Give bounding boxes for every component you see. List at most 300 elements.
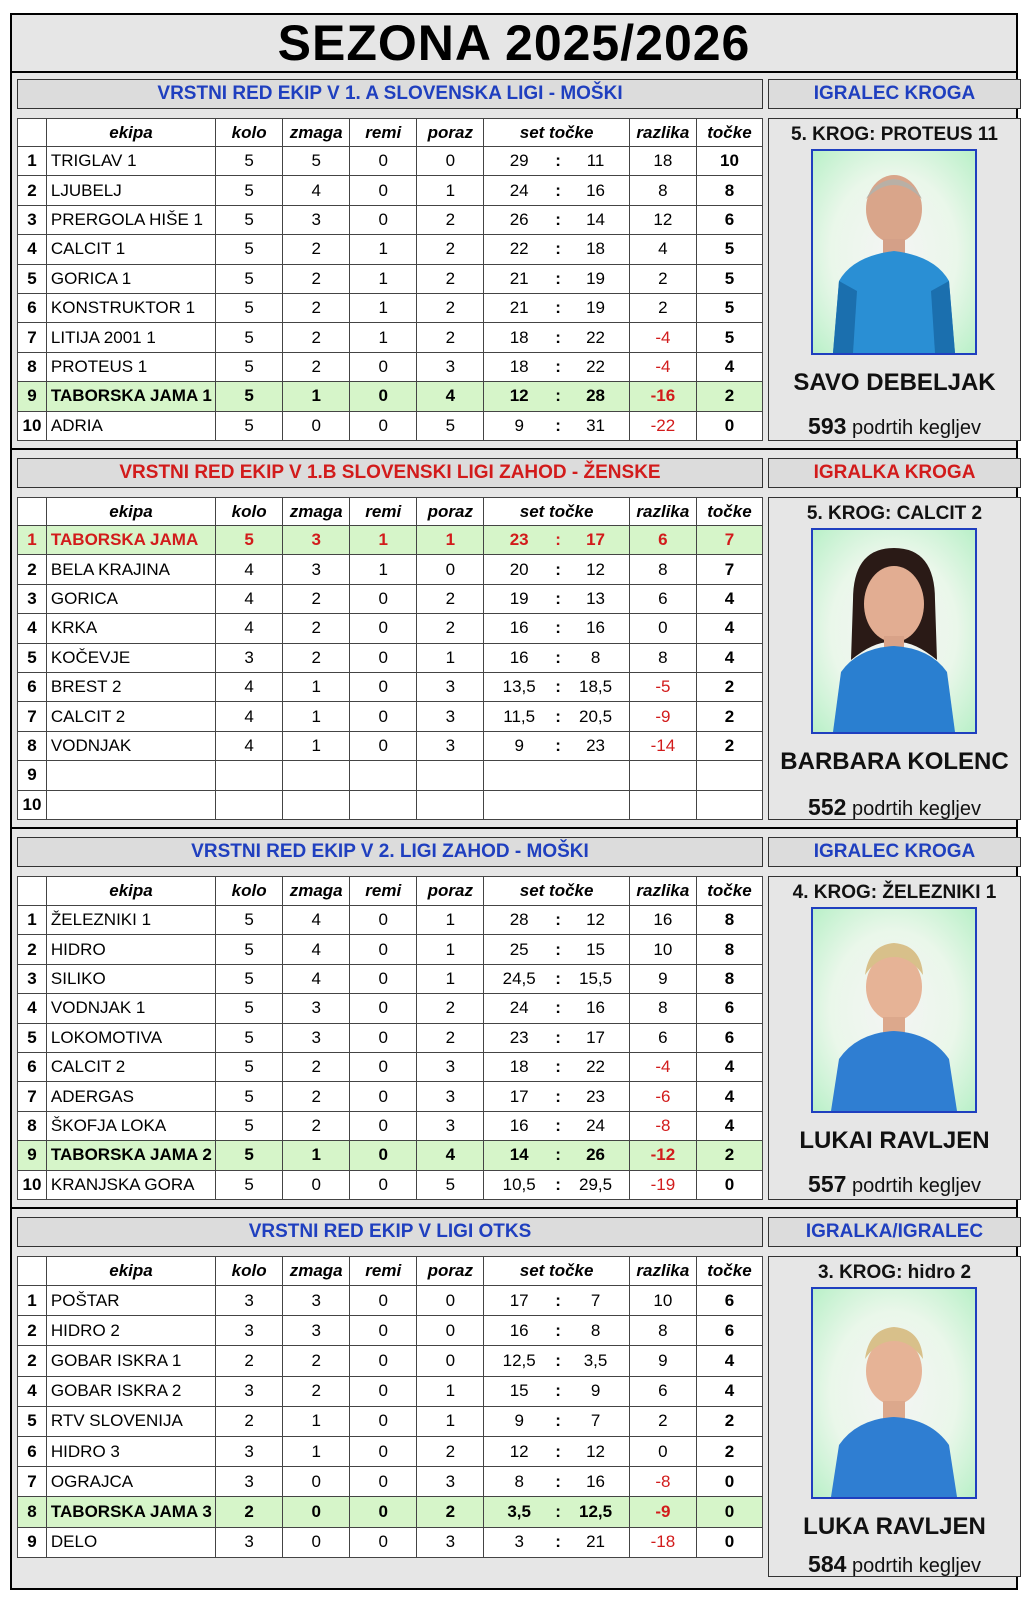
row-zmaga [283, 790, 350, 819]
row-set-separator: : [554, 1376, 562, 1406]
col-team-header: ekipa [46, 1257, 215, 1286]
row-set-against: 11 [562, 147, 629, 176]
row-zmaga: 3 [283, 994, 350, 1023]
row-set-for: 10,5 [484, 1170, 554, 1199]
row-points: 8 [696, 176, 762, 205]
table-row [18, 1141, 763, 1170]
col-kolo-header: kolo [216, 1257, 283, 1286]
row-set-against: 23 [562, 731, 629, 760]
row-poraz: 2 [417, 293, 484, 322]
row-poraz: 0 [417, 1316, 484, 1346]
row-remi: 0 [350, 1406, 417, 1436]
row-poraz: 2 [417, 1497, 484, 1527]
player-pins-label: podrtih kegljev [851, 417, 981, 439]
row-remi: 0 [350, 1346, 417, 1376]
row-team: OGRAJCA [46, 1467, 215, 1497]
row-set-separator: : [554, 205, 562, 234]
row-zmaga: 3 [283, 1286, 350, 1316]
row-set-separator: : [554, 1467, 562, 1497]
row-position: 4 [18, 1376, 47, 1406]
row-set-for: 20 [484, 555, 554, 584]
row-team: CALCIT 1 [46, 235, 215, 264]
row-remi: 0 [350, 584, 417, 613]
row-set-against: 22 [562, 1052, 629, 1081]
table-row [18, 147, 763, 176]
season-sheet [10, 13, 1018, 1590]
row-set-for: 19 [484, 584, 554, 613]
row-kolo: 5 [216, 382, 283, 411]
row-set-separator: : [554, 1436, 562, 1466]
row-team: HIDRO [46, 935, 215, 964]
col-razlika-header: razlika [629, 119, 696, 147]
row-zmaga: 1 [283, 1141, 350, 1170]
row-set-for: 26 [484, 205, 554, 234]
row-position: 8 [18, 352, 47, 381]
row-team: LOKOMOTIVA [46, 1023, 215, 1052]
row-set-against: 12 [562, 555, 629, 584]
row-zmaga: 3 [283, 1023, 350, 1052]
col-kolo-header: kolo [216, 877, 283, 906]
row-diff: -5 [629, 672, 696, 701]
row-poraz: 2 [417, 1023, 484, 1052]
row-set-separator: : [554, 293, 562, 322]
row-zmaga: 2 [283, 1082, 350, 1111]
row-zmaga: 2 [283, 1111, 350, 1140]
row-points: 6 [696, 1316, 762, 1346]
table-row [18, 1467, 763, 1497]
row-set-for [484, 790, 554, 819]
row-position: 2 [18, 176, 47, 205]
row-points: 6 [696, 205, 762, 234]
row-set-separator: : [554, 1406, 562, 1436]
row-poraz: 5 [417, 1170, 484, 1199]
col-kolo-header: kolo [216, 498, 283, 526]
row-poraz: 1 [417, 906, 484, 935]
row-remi: 0 [350, 1052, 417, 1081]
page-title: SEZONA 2025/2026 [12, 15, 1016, 73]
row-poraz: 2 [417, 1436, 484, 1466]
table-row [18, 1052, 763, 1081]
col-tocke-header: točke [696, 1257, 762, 1286]
row-set-against: 12,5 [562, 1497, 629, 1527]
row-remi: 1 [350, 293, 417, 322]
row-kolo: 5 [216, 352, 283, 381]
row-poraz: 0 [417, 1346, 484, 1376]
row-set-for: 9 [484, 731, 554, 760]
row-kolo: 5 [216, 205, 283, 234]
row-zmaga: 5 [283, 147, 350, 176]
player-header: IGRALKA KROGA [768, 458, 1021, 488]
table-row [18, 323, 763, 352]
table-row [18, 264, 763, 293]
table-row [18, 614, 763, 643]
table-row [18, 1111, 763, 1140]
col-team-header: ekipa [46, 498, 215, 526]
table-row [18, 643, 763, 672]
row-team [46, 761, 215, 790]
row-position: 8 [18, 731, 47, 760]
row-position: 9 [18, 1527, 47, 1557]
row-set-for: 13,5 [484, 672, 554, 701]
row-diff: -4 [629, 352, 696, 381]
row-set-against: 26 [562, 1141, 629, 1170]
col-poraz-header: poraz [417, 119, 484, 147]
table-row [18, 964, 763, 993]
row-remi: 0 [350, 906, 417, 935]
standings-table [17, 1256, 763, 1558]
row-set-separator: : [554, 964, 562, 993]
row-set-separator: : [554, 382, 562, 411]
player-pins: 557 [808, 1171, 847, 1197]
col-razlika-header: razlika [629, 1257, 696, 1286]
row-remi: 0 [350, 1111, 417, 1140]
row-poraz: 1 [417, 526, 484, 555]
row-set-for: 28 [484, 906, 554, 935]
player-pins-label: podrtih kegljev [851, 1175, 981, 1197]
col-remi-header: remi [350, 1257, 417, 1286]
row-poraz: 2 [417, 205, 484, 234]
player-of-round-card [768, 118, 1021, 441]
row-position: 4 [18, 994, 47, 1023]
row-team: GORICA 1 [46, 264, 215, 293]
row-zmaga: 1 [283, 1436, 350, 1466]
row-poraz: 0 [417, 1286, 484, 1316]
row-remi: 0 [350, 731, 417, 760]
row-set-against: 16 [562, 176, 629, 205]
row-diff: -4 [629, 323, 696, 352]
row-zmaga [283, 761, 350, 790]
row-set-for: 16 [484, 1111, 554, 1140]
row-position: 3 [18, 205, 47, 234]
table-row [18, 1023, 763, 1052]
row-position: 7 [18, 323, 47, 352]
row-remi: 0 [350, 643, 417, 672]
row-remi: 0 [350, 147, 417, 176]
row-kolo: 5 [216, 964, 283, 993]
row-points: 4 [696, 1082, 762, 1111]
table-row [18, 382, 763, 411]
table-row [18, 994, 763, 1023]
standings-table [17, 876, 763, 1200]
row-set-for: 25 [484, 935, 554, 964]
player-round-label: 4. KROG: ŽELEZNIKI 1 [792, 882, 997, 903]
table-row [18, 935, 763, 964]
row-points: 6 [696, 1286, 762, 1316]
row-points: 4 [696, 1376, 762, 1406]
row-poraz: 3 [417, 352, 484, 381]
col-zmaga-header: zmaga [283, 877, 350, 906]
row-poraz: 4 [417, 382, 484, 411]
row-diff: 0 [629, 1436, 696, 1466]
row-team: CALCIT 2 [46, 702, 215, 731]
row-points: 2 [696, 702, 762, 731]
row-poraz: 1 [417, 1406, 484, 1436]
league-section-2-men [12, 831, 1016, 1209]
row-set-against: 21 [562, 1527, 629, 1557]
player-pins-label: podrtih kegljev [851, 798, 981, 820]
row-position: 6 [18, 1436, 47, 1466]
row-set-against: 13 [562, 584, 629, 613]
row-diff: 16 [629, 906, 696, 935]
row-set-against: 17 [562, 526, 629, 555]
row-kolo: 5 [216, 176, 283, 205]
row-position: 2 [18, 555, 47, 584]
row-team: LITIJA 2001 1 [46, 323, 215, 352]
row-set-separator: : [554, 1023, 562, 1052]
row-points: 0 [696, 1467, 762, 1497]
row-set-for: 9 [484, 411, 554, 440]
row-set-separator [554, 790, 562, 819]
row-team: GOBAR ISKRA 2 [46, 1376, 215, 1406]
col-remi-header: remi [350, 877, 417, 906]
row-kolo: 3 [216, 1376, 283, 1406]
col-razlika-header: razlika [629, 877, 696, 906]
row-remi: 0 [350, 411, 417, 440]
row-position: 3 [18, 584, 47, 613]
row-points: 5 [696, 293, 762, 322]
row-zmaga: 2 [283, 614, 350, 643]
row-team: POŠTAR [46, 1286, 215, 1316]
row-remi: 1 [350, 235, 417, 264]
row-team: TRIGLAV 1 [46, 147, 215, 176]
row-set-for: 12,5 [484, 1346, 554, 1376]
row-set-for: 3,5 [484, 1497, 554, 1527]
row-poraz: 1 [417, 964, 484, 993]
row-set-separator: : [554, 906, 562, 935]
row-team: ŠKOFJA LOKA [46, 1111, 215, 1140]
row-set-separator: : [554, 176, 562, 205]
row-remi: 0 [350, 1141, 417, 1170]
row-zmaga: 1 [283, 702, 350, 731]
row-points: 5 [696, 235, 762, 264]
row-kolo: 5 [216, 994, 283, 1023]
row-set-for: 16 [484, 1316, 554, 1346]
section-header: VRSTNI RED EKIP V LIGI OTKS [17, 1217, 763, 1247]
row-diff: 2 [629, 264, 696, 293]
table-row [18, 176, 763, 205]
row-kolo: 3 [216, 643, 283, 672]
col-poraz-header: poraz [417, 1257, 484, 1286]
row-position: 4 [18, 235, 47, 264]
col-pos-header [18, 498, 47, 526]
row-set-against: 29,5 [562, 1170, 629, 1199]
row-position: 7 [18, 1082, 47, 1111]
row-zmaga: 2 [283, 352, 350, 381]
table-row [18, 205, 763, 234]
row-points: 2 [696, 382, 762, 411]
row-diff: -12 [629, 1141, 696, 1170]
table-row [18, 906, 763, 935]
player-pins-label: podrtih kegljev [851, 1555, 981, 1577]
player-header: IGRALEC KROGA [768, 79, 1021, 109]
table-row [18, 1376, 763, 1406]
row-team: LJUBELJ [46, 176, 215, 205]
row-points: 8 [696, 906, 762, 935]
row-set-against: 8 [562, 643, 629, 672]
row-remi [350, 761, 417, 790]
row-zmaga: 3 [283, 1316, 350, 1346]
row-zmaga: 3 [283, 205, 350, 234]
row-points: 4 [696, 643, 762, 672]
row-diff [629, 790, 696, 819]
row-kolo [216, 790, 283, 819]
row-set-separator: : [554, 1497, 562, 1527]
col-zmaga-header: zmaga [283, 119, 350, 147]
row-set-against: 20,5 [562, 702, 629, 731]
row-points: 7 [696, 526, 762, 555]
row-points: 4 [696, 1052, 762, 1081]
row-poraz: 0 [417, 147, 484, 176]
row-kolo: 3 [216, 1467, 283, 1497]
table-row [18, 731, 763, 760]
row-team: BREST 2 [46, 672, 215, 701]
row-team: PROTEUS 1 [46, 352, 215, 381]
row-team: KRANJSKA GORA [46, 1170, 215, 1199]
row-set-for: 29 [484, 147, 554, 176]
row-kolo: 5 [216, 935, 283, 964]
row-zmaga: 0 [283, 1170, 350, 1199]
table-row [18, 1170, 763, 1199]
row-team: ADERGAS [46, 1082, 215, 1111]
table-row [18, 1497, 763, 1527]
row-diff: 6 [629, 584, 696, 613]
row-set-for: 3 [484, 1527, 554, 1557]
table-row [18, 235, 763, 264]
row-zmaga: 1 [283, 382, 350, 411]
row-position: 2 [18, 1316, 47, 1346]
row-team: TABORSKA JAMA 1 [46, 382, 215, 411]
table-row [18, 1286, 763, 1316]
row-team: GORICA [46, 584, 215, 613]
row-team: BELA KRAJINA [46, 555, 215, 584]
player-name: LUKA RAVLJEN [803, 1513, 986, 1540]
row-position: 9 [18, 1141, 47, 1170]
table-row [18, 1316, 763, 1346]
row-zmaga: 1 [283, 672, 350, 701]
row-kolo: 3 [216, 1286, 283, 1316]
row-zmaga: 4 [283, 964, 350, 993]
col-tocke-header: točke [696, 498, 762, 526]
row-poraz: 3 [417, 672, 484, 701]
row-set-against: 7 [562, 1286, 629, 1316]
row-set-against: 12 [562, 1436, 629, 1466]
row-set-for: 9 [484, 1406, 554, 1436]
row-diff: 10 [629, 1286, 696, 1316]
row-kolo: 4 [216, 584, 283, 613]
row-diff: 8 [629, 643, 696, 672]
row-position: 2 [18, 935, 47, 964]
row-remi: 0 [350, 964, 417, 993]
col-set-header: set točke [484, 498, 630, 526]
row-diff: 9 [629, 1346, 696, 1376]
col-razlika-header: razlika [629, 498, 696, 526]
col-tocke-header: točke [696, 119, 762, 147]
row-set-against: 16 [562, 994, 629, 1023]
table-row [18, 584, 763, 613]
table-row [18, 672, 763, 701]
row-position: 6 [18, 1052, 47, 1081]
row-poraz: 3 [417, 702, 484, 731]
row-set-for: 18 [484, 1052, 554, 1081]
row-points: 10 [696, 147, 762, 176]
row-remi: 0 [350, 1170, 417, 1199]
row-set-for: 16 [484, 643, 554, 672]
row-set-separator: : [554, 264, 562, 293]
row-remi: 0 [350, 1527, 417, 1557]
player-pins: 584 [808, 1551, 847, 1577]
row-set-separator: : [554, 235, 562, 264]
row-set-for: 17 [484, 1286, 554, 1316]
row-points [696, 790, 762, 819]
col-set-header: set točke [484, 1257, 630, 1286]
row-position: 6 [18, 293, 47, 322]
row-kolo: 2 [216, 1497, 283, 1527]
row-poraz: 1 [417, 935, 484, 964]
section-header: VRSTNI RED EKIP V 2. LIGI ZAHOD - MOŠKI [17, 837, 763, 867]
row-set-against: 3,5 [562, 1346, 629, 1376]
player-pins: 552 [808, 794, 847, 820]
row-points: 2 [696, 1406, 762, 1436]
row-diff: 6 [629, 526, 696, 555]
row-kolo: 4 [216, 731, 283, 760]
row-set-for: 23 [484, 526, 554, 555]
row-points: 7 [696, 555, 762, 584]
row-zmaga: 4 [283, 176, 350, 205]
row-kolo: 4 [216, 672, 283, 701]
col-poraz-header: poraz [417, 498, 484, 526]
row-position: 2 [18, 1346, 47, 1376]
row-points: 0 [696, 1170, 762, 1199]
row-set-separator: : [554, 1346, 562, 1376]
row-set-against: 16 [562, 1467, 629, 1497]
row-remi: 0 [350, 205, 417, 234]
row-zmaga: 0 [283, 1497, 350, 1527]
player-header: IGRALKA/IGRALEC [768, 1217, 1021, 1247]
row-zmaga: 1 [283, 731, 350, 760]
row-set-separator: : [554, 731, 562, 760]
row-position: 5 [18, 264, 47, 293]
row-poraz: 1 [417, 1376, 484, 1406]
row-kolo: 5 [216, 147, 283, 176]
row-set-against: 22 [562, 352, 629, 381]
row-position: 3 [18, 964, 47, 993]
row-zmaga: 2 [283, 643, 350, 672]
row-set-for: 22 [484, 235, 554, 264]
row-kolo: 5 [216, 1141, 283, 1170]
table-row [18, 790, 763, 819]
row-set-separator: : [554, 147, 562, 176]
row-points: 4 [696, 352, 762, 381]
row-points: 4 [696, 584, 762, 613]
row-remi: 0 [350, 1286, 417, 1316]
row-set-against: 31 [562, 411, 629, 440]
row-remi: 0 [350, 176, 417, 205]
row-remi: 1 [350, 264, 417, 293]
row-kolo: 5 [216, 264, 283, 293]
table-header-row [18, 1257, 763, 1286]
row-diff: -8 [629, 1467, 696, 1497]
row-poraz: 3 [417, 1052, 484, 1081]
row-set-for: 8 [484, 1467, 554, 1497]
row-kolo: 3 [216, 1436, 283, 1466]
row-zmaga: 0 [283, 411, 350, 440]
row-diff: 8 [629, 176, 696, 205]
row-zmaga: 1 [283, 1406, 350, 1436]
row-poraz: 3 [417, 1467, 484, 1497]
row-zmaga: 2 [283, 323, 350, 352]
row-team: DELO [46, 1527, 215, 1557]
row-remi: 0 [350, 702, 417, 731]
